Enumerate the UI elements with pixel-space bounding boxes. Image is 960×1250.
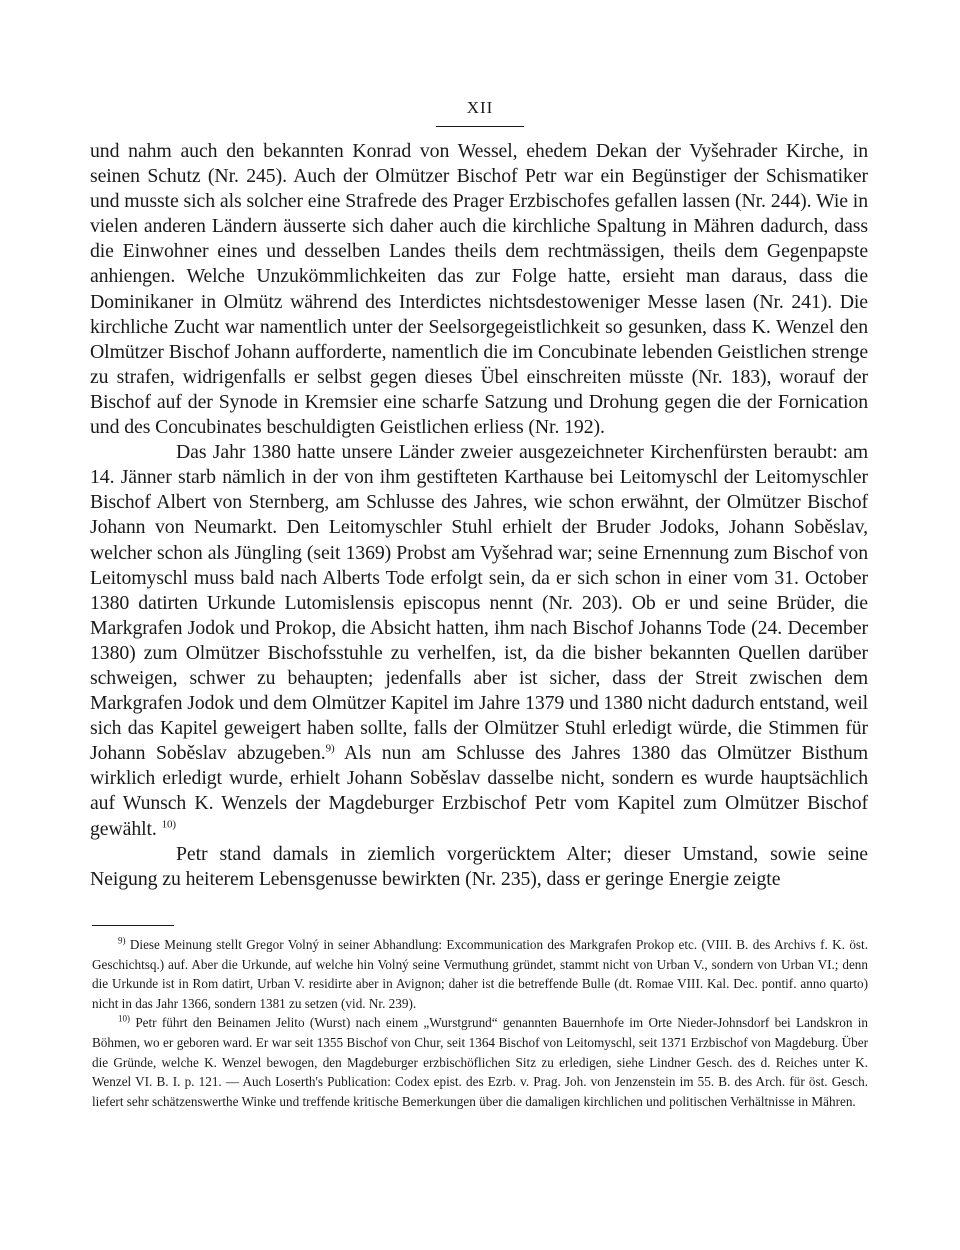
- footnote-number: 10): [118, 1013, 130, 1024]
- paragraph-2: [90, 440, 868, 842]
- page-number: XII: [466, 98, 494, 117]
- paragraph-2-text-b: Als nun am Schlusse des Jahres 1380 das Olmützer Bisthum wirklich erledigt wurde, erhielt Johann Soběslav dasselbe nicht, sondern es wurde hauptsächlich auf Wunsch K. Wenzels der Magdeburger Erzbischof Petr vom Kapitel zum Olmützer Bischof gewählt.: [90, 742, 869, 840]
- footnote-rule: [92, 925, 174, 926]
- footnotes: [92, 935, 868, 1111]
- paragraph-1: und nahm auch den bekannten Konrad von Wessel, ehedem Dekan der Vyšehrader Kirche, in seinen Schutz (Nr. 245). Auch der Olmützer Bischof Petr war ein Begünstiger der Schismatiker und musste sich als solcher eine Strafrede des Prager Erzbischofes gefallen lassen (Nr. 244). Wie in vielen anderen Ländern äusserte sich daher auch die kirchliche Spaltung in Mähren dadurch, dass die Einwohner eines und desselben Landes theils dem rechtmässigen, theils dem Gegenpapste anhiengen. Welche Unzukömmlichkeiten das zur Folge hatte, ersieht man daraus, dass die Dominikaner in Olmütz während des Interdictes nichtsdestoweniger Messe lasen (Nr. 241). Die kirchliche Zucht war namentlich unter der Seelsorgegeistlichkeit so gesunken, dass K. Wenzel den Olmützer Bischof Johann aufforderte, namentlich die im Concubinate lebenden Geistlichen strenge zu strafen, widrigenfalls er selbst gegen dieses Übel einschreiten müsste (Nr. 183), worauf der Bischof auf der Synode in Kremsier eine scharfe Satzung und Drohung gegen die der Fornication und des Concubinates beschuldigten Geistlichen erliess (Nr. 192).: [90, 140, 868, 439]
- paragraph-2-text-a: Das Jahr 1380 hatte unsere Länder zweier ausgezeichneter Kirchenfürsten beraubt: am 14. Jänner starb nämlich in der von ihm gestifteten Karthause bei Leitomyschl der Leitomyschler Bischof Albert von Sternberg, am Schlusse des Jahres, wie schon erwähnt, der Olmützer Bischof Johann von Neumarkt. Den Leitomyschler Stuhl erhielt der Bruder Jodoks, Johann Soběslav, welcher schon als Jüngling (seit 1369) Probst am Vyšehrad war; seine Ernennung zum Bischof von Leitomyschl muss bald nach Alberts Tode erfolgt sein, da er sich schon in einer vom 31. October 1380 datirten Urkunde Lutomislensis episcopus nennt (Nr. 203). Ob er und seine Brüder, die Markgrafen Jodok und Prokop, die Absicht hatten, ihm nach Bischof Johanns Tode (24. December 1380) zum Olmützer Bischofsstuhle zu verhelfen, ist, da die bisher bekannten Quellen darüber schweigen, schwer zu behaupten; jedenfalls aber ist sicher, dass der Streit zwischen dem Markgrafen Jodok und dem Olmützer Kapitel im Jahre 1379 und 1380 nicht dadurch entstand, weil sich das Kapitel geweigert haben sollte, falls der Olmützer Stuhl erledigt würde, die Stimmen für Johann Soběslav abzugeben.: [90, 441, 868, 765]
- header-rule: [436, 126, 524, 127]
- main-text: [90, 139, 868, 892]
- paragraph-3: Petr stand damals in ziemlich vorgerücktem Alter; dieser Umstand, sowie seine Neigung zu heiterem Lebensgenusse bewirkten (Nr. 235), dass er geringe Energie zeigte: [90, 842, 868, 890]
- footnote-text: Petr führt den Beinamen Jelito (Wurst) nach einem „Wurstgrund“ genannten Bauernhofe im Orte Nieder-Johnsdorf bei Landskron in Böhmen, wo er geboren ward. Er war seit 1355 Bischof von Chur, seit 1364 Bischof von Leitomyschl, seit 1371 Erzbischof von Magdeburg. Über die Gründe, welche K. Wenzel bewogen, den Magdeburger erzbischöflichen Sitz zu erledigen, siehe Lindner Gesch. des d. Reiches unter K. Wenzel VI. B. I. p. 121. — Auch Loserth's Publication: Codex epist. des Ezrb. v. Prag. Joh. von Jenzenstein im 55. B. des Arch. für öst. Gesch. liefert sehr schätzenswerthe Winke und treffende kritische Bemerkungen über die damaligen kirchlichen und politischen Verhältnisse in Mähren.: [92, 1015, 869, 1109]
- footnote-ref-10[interactable]: 10): [161, 817, 176, 830]
- footnote-text: Diese Meinung stellt Gregor Volný in seiner Abhandlung: Excommunication des Markgrafen Prokop etc. (VIII. B. des Archivs f. K. öst. Geschichtsq.) auf. Aber die Urkunde, auf welche hin Volný seine Vermuthung gründet, stammt nicht von Urban V., sondern von Urban VI.; denn die Urkunde ist in Rom datirt, Urban V. residirte aber in Avignon; daher ist die betreffende Bulle (dt. Romae VIII. Kal. Dec. pontif. anno quarto) nicht in das Jahr 1366, sondern 1381 zu setzen (vid. Nr. 239).: [92, 937, 869, 1011]
- footnote-number: 9): [118, 935, 126, 946]
- footnote-10: [92, 1013, 868, 1111]
- footnote-ref-9[interactable]: 9): [325, 742, 335, 755]
- footnote-9: [92, 935, 868, 1013]
